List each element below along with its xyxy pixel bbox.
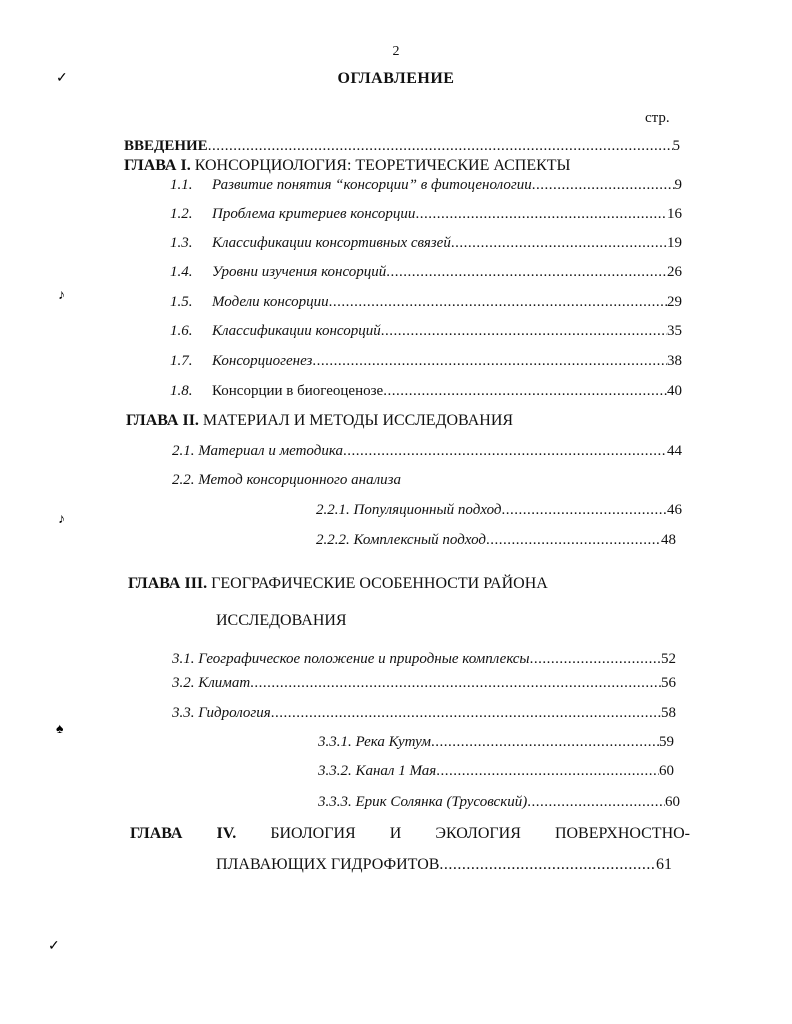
toc-entry-page: 52 — [661, 651, 676, 667]
toc-entry-page: 61 — [656, 856, 672, 873]
leader-dots — [439, 856, 656, 874]
toc-entry[interactable] — [316, 502, 682, 522]
leader-dots — [415, 206, 667, 223]
leader-dots — [530, 651, 661, 668]
toc-entry-label: Классификации консорций — [212, 323, 381, 339]
chapter-number: ГЛАВА I. — [124, 157, 191, 174]
toc-entry[interactable] — [318, 763, 674, 783]
toc-entry[interactable] — [170, 323, 682, 343]
toc-entry-label: 2.2.1. Популяционный подход — [316, 502, 502, 518]
toc-entry-page: 59 — [659, 734, 674, 750]
chapter-title: МАТЕРИАЛ И МЕТОДЫ ИССЛЕДОВАНИЯ — [202, 412, 514, 429]
chapter-4-heading[interactable] — [130, 825, 690, 843]
toc-entry[interactable] — [172, 651, 676, 671]
leader-dots — [527, 794, 665, 811]
chapter-2-heading[interactable] — [126, 412, 513, 430]
toc-entry-number: 1.8. — [170, 383, 193, 399]
toc-entry-label: 2.2.2. Комплексный подход — [316, 532, 486, 548]
chapter-number: IV. — [216, 825, 237, 842]
leader-dots — [431, 734, 659, 751]
chapter-title: ПЛАВАЮЩИХ ГИДРОФИТОВ — [216, 856, 440, 873]
leader-dots — [383, 383, 667, 400]
leader-dots — [381, 323, 667, 340]
toc-entry-page: 35 — [667, 323, 682, 339]
leader-dots — [250, 675, 661, 692]
toc-entry-label: Уровни изучения консорций — [212, 264, 387, 280]
leader-dots — [532, 177, 675, 194]
toc-entry-page: 26 — [667, 264, 682, 280]
leader-dots — [386, 264, 667, 281]
toc-entry-label: Консорциогенез — [212, 353, 313, 369]
leader-dots — [501, 502, 667, 519]
toc-entry-page: 48 — [661, 532, 676, 548]
toc-entry-page: 40 — [667, 383, 682, 399]
leader-dots — [312, 353, 667, 370]
margin-mark-icon: ♠ — [56, 722, 64, 737]
toc-entry-page: 44 — [667, 443, 682, 459]
toc-entry-label: ВВЕДЕНИЕ — [124, 138, 208, 154]
toc-entry[interactable] — [170, 353, 682, 373]
toc-entry-label: 3.3.1. Река Кутум — [318, 734, 431, 750]
chapter-3-heading[interactable] — [128, 575, 548, 593]
page-column-label: стр. — [645, 110, 670, 126]
leader-dots — [208, 138, 673, 155]
toc-entry-page: 5 — [672, 138, 680, 154]
page-number: 2 — [392, 44, 400, 59]
toc-entry-label: Модели консорции — [212, 294, 329, 310]
toc-entry[interactable] — [172, 472, 682, 492]
toc-entry-page: 60 — [659, 763, 674, 779]
toc-entry[interactable] — [316, 532, 676, 552]
chapter-number: ГЛАВА II. — [126, 412, 199, 429]
chapter-title: КОНСОРЦИОЛОГИЯ: ТЕОРЕТИЧЕСКИЕ АСПЕКТЫ — [194, 157, 571, 174]
chapter-1-heading[interactable] — [124, 157, 571, 175]
chapter-3-heading-cont — [216, 612, 347, 630]
toc-entry-label: 2.2. Метод консорционного анализа — [172, 472, 401, 488]
toc-entry-label: 3.3. Гидрология — [172, 705, 271, 721]
toc-entry[interactable] — [170, 177, 682, 197]
chapter-title-word: ПОВЕРХНОСТНО- — [554, 825, 690, 842]
toc-entry[interactable] — [318, 794, 680, 814]
leader-dots — [343, 443, 667, 460]
chapter-title-word: И — [389, 825, 402, 842]
chapter-title-word: ЭКОЛОГИЯ — [435, 825, 521, 842]
toc-entry-page: 9 — [674, 177, 682, 193]
toc-entry-number: 1.4. — [170, 264, 193, 280]
toc-entry-label: Проблема критериев консорции — [212, 206, 416, 222]
toc-entry-label: Развитие понятия “консорции” в фитоценологии — [212, 177, 532, 193]
toc-entry-number: 1.5. — [170, 294, 193, 310]
toc-entry-number: 1.2. — [170, 206, 193, 222]
toc-entry-chapter-4[interactable] — [216, 856, 672, 876]
toc-entry[interactable] — [170, 383, 682, 403]
leader-dots — [486, 532, 661, 549]
toc-entry[interactable] — [318, 734, 674, 754]
margin-mark-icon: ✓ — [48, 939, 60, 954]
toc-entry-page: 58 — [661, 705, 676, 721]
toc-entry-intro[interactable] — [124, 138, 680, 158]
toc-entry[interactable] — [170, 235, 682, 255]
leader-dots — [329, 294, 667, 311]
toc-entry-label: Консорции в биогеоценозе — [212, 383, 384, 399]
toc-entry-number: 1.3. — [170, 235, 193, 251]
toc-entry-label: 3.2. Климат — [172, 675, 251, 691]
toc-entry[interactable] — [170, 294, 682, 314]
toc-entry-page: 56 — [661, 675, 676, 691]
toc-entry-page: 60 — [665, 794, 680, 810]
toc-entry[interactable] — [170, 264, 682, 284]
toc-entry-number: 1.6. — [170, 323, 193, 339]
toc-entry-page: 46 — [667, 502, 682, 518]
chapter-title-word: БИОЛОГИЯ — [270, 825, 356, 842]
toc-entry-page: 29 — [667, 294, 682, 310]
toc-entry-label: 3.3.2. Канал 1 Мая — [318, 763, 437, 779]
toc-entry-number: 1.7. — [170, 353, 193, 369]
toc-title: ОГЛАВЛЕНИЕ — [337, 70, 455, 87]
toc-entry-label: 3.3.3. Ерик Солянка (Трусовский) — [318, 794, 528, 810]
toc-entry-page: 38 — [667, 353, 682, 369]
chapter-number: ГЛАВА — [130, 825, 183, 842]
toc-entry[interactable] — [172, 443, 682, 463]
leader-dots — [451, 235, 667, 252]
toc-entry-label: 3.1. Географическое положение и природные комплексы — [172, 651, 530, 667]
chapter-title: ИССЛЕДОВАНИЯ — [216, 612, 347, 629]
toc-entry-label: 2.1. Материал и методика — [172, 443, 343, 459]
leader-dots — [271, 705, 661, 722]
toc-entry-number: 1.1. — [170, 177, 193, 193]
margin-mark-icon: ♪ — [58, 512, 65, 527]
chapter-title: ГЕОГРАФИЧЕСКИЕ ОСОБЕННОСТИ РАЙОНА — [211, 575, 548, 592]
margin-mark-icon: ✓ — [56, 71, 68, 86]
toc-entry[interactable] — [172, 705, 676, 725]
leader-dots — [436, 763, 659, 780]
toc-entry-page: 16 — [667, 206, 682, 222]
margin-mark-icon: ♪ — [58, 288, 65, 303]
toc-entry[interactable] — [172, 675, 676, 695]
toc-entry-label: Классификации консортивных связей — [212, 235, 451, 251]
toc-entry-page: 19 — [667, 235, 682, 251]
toc-entry[interactable] — [170, 206, 682, 226]
chapter-number: ГЛАВА III. — [128, 575, 208, 592]
